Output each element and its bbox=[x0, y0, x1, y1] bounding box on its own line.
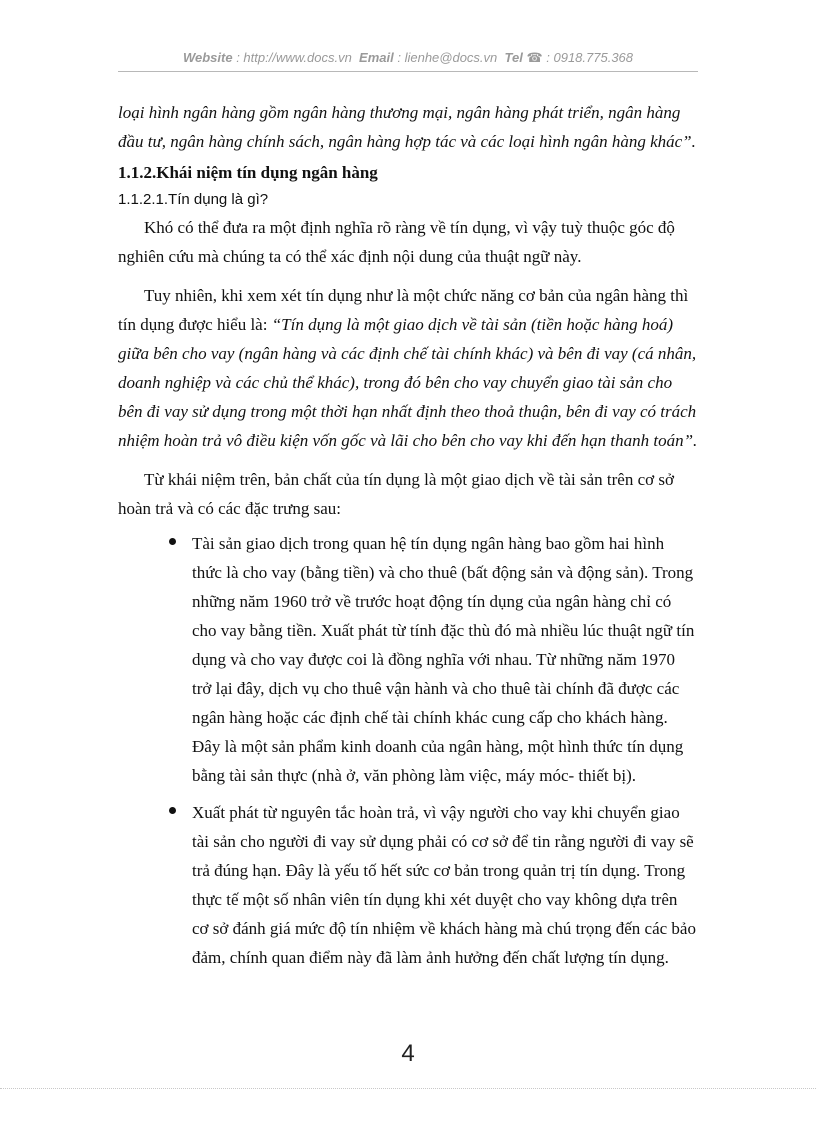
list-item bbox=[118, 798, 698, 972]
website-url[interactable]: : http://www.docs.vn bbox=[236, 50, 352, 65]
tel-label: Tel bbox=[504, 50, 523, 65]
bullet-icon bbox=[169, 538, 176, 545]
subsection-heading: 1.1.2.1.Tín dụng là gì? bbox=[118, 191, 269, 208]
email-label: Email bbox=[359, 50, 394, 65]
footer-divider bbox=[0, 1088, 816, 1089]
page-number: 4 bbox=[401, 1040, 415, 1067]
document-body bbox=[118, 98, 698, 980]
bullet-icon bbox=[169, 807, 176, 814]
paragraph-credit-definition bbox=[118, 281, 698, 455]
paragraph-definition-difficulty: Khó có thể đưa ra một định nghĩa rõ ràng về tín dụng, vì vậy tuỳ thuộc góc độ nghiên cứu mà chúng ta có thể xác định nội dung của thuật ngữ này. bbox=[118, 218, 675, 266]
list-item-text: Xuất phát từ nguyên tắc hoàn trả, vì vậy người cho vay khi chuyển giao tài sản cho người đi vay sử dụng phải có cơ sở để tin rằng người đi vay sẽ trả đúng hạn. Đây là yếu tố hết sức cơ bản trong quản trị tín dụng. Trong thực tế một số nhân viên tín dụng khi xét duyệt cho vay không dựa trên cơ sở đánh giá mức độ tín nhiệm về khách hàng mà chú trọng đến các bảo đảm, chính quan điểm này đã làm ảnh hưởng đến chất lượng tín dụng. bbox=[192, 803, 696, 967]
list-item-text: Tài sản giao dịch trong quan hệ tín dụng ngân hàng bao gồm hai hình thức là cho vay (bằng tiền) và cho thuê (bất động sản và động sản). Trong những năm 1960 trở về trước hoạt động tín dụng của ngân hàng chỉ có cho vay bằng tiền. Xuất phát từ tính đặc thù đó mà nhiều lúc thuật ngữ tín dụng và cho vay được coi là đồng nghĩa với nhau. Từ những năm 1970 trở lại đây, dịch vụ cho thuê vận hành và cho thuê tài chính đã được các ngân hàng hoặc các định chế tài chính khác cung cấp cho khách hàng. Đây là một sản phẩm kinh doanh của ngân hàng, một hình thức tín dụng bằng tài sản thực (nhà ở, văn phòng làm việc, máy móc- thiết bị). bbox=[192, 534, 695, 785]
intro-continuation: loại hình ngân hàng gồm ngân hàng thương mại, ngân hàng phát triển, ngân hàng đầu tư, ngân hàng chính sách, ngân hàng hợp tác và các loại hình ngân hàng khác”. bbox=[118, 103, 696, 151]
tel-number: ☎ : 0918.775.368 bbox=[526, 50, 634, 65]
list-item bbox=[118, 529, 698, 790]
email-address[interactable]: : lienhe@docs.vn bbox=[397, 50, 498, 65]
section-heading: 1.1.2.Khái niệm tín dụng ngân hàng bbox=[118, 163, 378, 182]
header-divider bbox=[118, 71, 698, 72]
page-header bbox=[118, 50, 698, 66]
paragraph-credit-definition-lead: Tuy nhiên, khi xem xét tín dụng như là một chức năng cơ bản của ngân hàng thì tín dụng được hiểu là: bbox=[118, 286, 689, 334]
paragraph-characteristics-intro: Từ khái niệm trên, bản chất của tín dụng là một giao dịch về tài sản trên cơ sở hoàn trả và có các đặc trưng sau: bbox=[118, 470, 674, 518]
paragraph-credit-definition-quote: “Tín dụng là một giao dịch về tài sản (tiền hoặc hàng hoá) giữa bên cho vay (ngân hàng và các định chế tài chính khác) và bên đi vay (cá nhân, doanh nghiệp và các chủ thể khác), trong đó bên cho vay chuyển giao tài sản cho bên đi vay sử dụng trong một thời hạn nhất định theo thoả thuận, bên đi vay có trách nhiệm hoàn trả vô điều kiện vốn gốc và lãi cho bên cho vay khi đến hạn thanh toán”. bbox=[118, 315, 698, 450]
website-label: Website bbox=[182, 50, 233, 65]
characteristics-list bbox=[118, 529, 698, 972]
